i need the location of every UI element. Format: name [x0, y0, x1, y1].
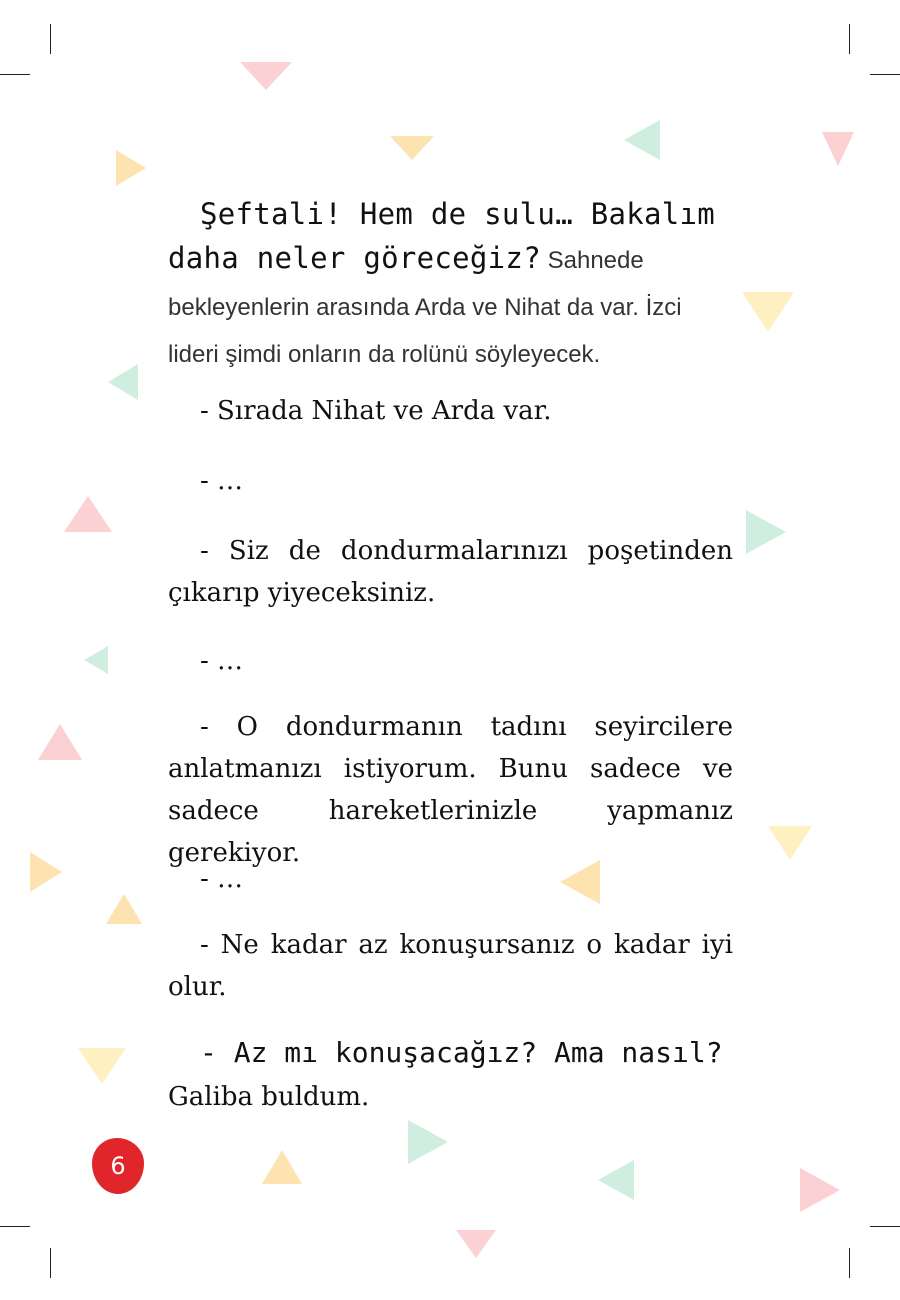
dialogue-line: - Sırada Nihat ve Arda var.: [200, 396, 552, 426]
confetti-triangle: [390, 136, 434, 160]
intro-paragraph: [168, 192, 733, 377]
confetti-triangle: [746, 510, 786, 554]
crop-mark: [849, 1248, 850, 1278]
dialogue-line: - O dondurmanın tadını seyircilere anlatmanızı istiyorum. Bunu sadece ve sadece hareketlerinizle yapmanız gerekiyor.: [168, 712, 733, 868]
confetti-triangle: [800, 1168, 840, 1212]
confetti-triangle: [598, 1160, 634, 1200]
confetti-triangle: [822, 132, 854, 166]
dialogue-line: - …: [200, 646, 244, 676]
confetti-triangle: [116, 150, 146, 186]
confetti-triangle: [240, 62, 292, 90]
confetti-triangle: [408, 1120, 448, 1164]
confetti-triangle: [742, 292, 794, 332]
dialogue-line: - Siz de dondurmalarınızı poşetinden çıkarıp yiyeceksiniz.: [168, 536, 733, 608]
crop-mark: [0, 1226, 30, 1227]
crop-mark: [0, 74, 30, 75]
closing-plain-line: Galiba buldum.: [168, 1082, 370, 1112]
dialogue-line: - …: [200, 466, 244, 496]
intro-plain-text: Sahnede bekleyenlerin arasında Arda ve Nihat da var. İzci lideri şimdi onların da rolünü söyleyecek.: [168, 247, 682, 368]
confetti-triangle: [84, 646, 108, 674]
crop-mark: [50, 24, 51, 54]
confetti-triangle: [30, 852, 62, 892]
crop-mark: [50, 1248, 51, 1278]
confetti-triangle: [106, 894, 142, 924]
confetti-triangle: [624, 120, 660, 160]
dialogue-line: - …: [200, 864, 244, 894]
crop-mark: [870, 74, 900, 75]
page-number-badge: 6: [92, 1138, 144, 1194]
closing-line: - Az mı konuşacağız? Ama nasıl?: [200, 1036, 723, 1069]
intro-handwritten-text: Şeftali! Hem de sulu… Bakalım daha neler göreceğiz?: [168, 197, 716, 275]
confetti-triangle: [456, 1230, 496, 1258]
crop-mark: [849, 24, 850, 54]
confetti-triangle: [768, 826, 812, 860]
crop-mark: [870, 1226, 900, 1227]
dialogue-line: - Ne kadar az konuşursanız o kadar iyi olur.: [168, 930, 733, 1002]
confetti-triangle: [262, 1150, 302, 1184]
confetti-triangle: [78, 1048, 126, 1084]
confetti-triangle: [108, 364, 138, 400]
confetti-triangle: [64, 496, 112, 532]
confetti-triangle: [38, 724, 82, 760]
